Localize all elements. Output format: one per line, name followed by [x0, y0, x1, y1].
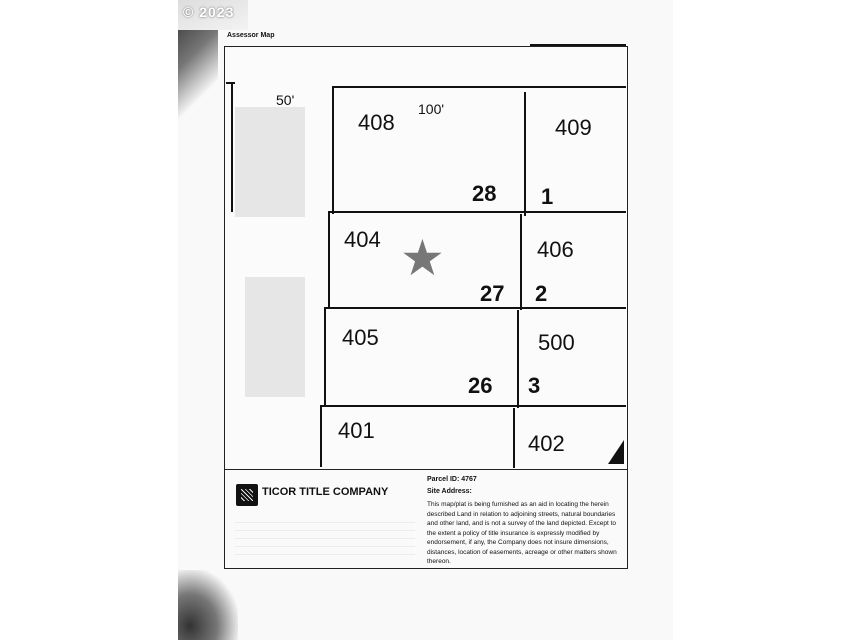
lot-line	[324, 307, 326, 407]
scan-smudge-bottom	[178, 570, 238, 640]
lot-line	[328, 211, 330, 309]
parcel-id: Parcel ID: 4767	[427, 476, 477, 483]
lot-line	[330, 211, 626, 213]
lot-line	[320, 405, 322, 467]
parcel-number: 402	[528, 431, 565, 456]
lot-line	[517, 310, 519, 408]
lot-line	[332, 86, 334, 214]
faint-background	[235, 107, 305, 217]
parcel-number: 405	[342, 325, 379, 350]
lot-number: 1	[541, 184, 554, 209]
lot-number: 2	[535, 281, 548, 306]
lot-number: 27	[480, 281, 505, 306]
lot-line	[326, 307, 626, 309]
lot-line	[322, 405, 626, 407]
parcel-number: 406	[537, 237, 574, 262]
lot-number: 3	[528, 373, 541, 398]
lot-line	[520, 214, 522, 310]
street-boundary-line	[231, 82, 233, 212]
parcel-number: 404	[344, 227, 381, 252]
faint-text-rows	[235, 515, 415, 555]
faint-background	[245, 277, 305, 397]
map-label: Assessor Map	[227, 32, 275, 39]
copyright-watermark: © 2023	[183, 4, 235, 20]
ticor-logo-icon	[236, 484, 258, 506]
lot-line	[524, 92, 526, 216]
parcel-number: 409	[555, 115, 592, 140]
scan-smudge-top	[178, 30, 218, 120]
dimension-label: 100'	[418, 101, 445, 117]
lot-line	[513, 408, 515, 468]
site-address-label: Site Address:	[427, 488, 472, 495]
parcel-number: 408	[358, 110, 395, 135]
lot-number: 28	[472, 181, 497, 206]
parcel-number: 401	[338, 418, 375, 443]
lot-number: 26	[468, 373, 493, 398]
parcel-number: 500	[538, 330, 575, 355]
street-boundary-tick	[226, 82, 235, 84]
star-icon: ★	[400, 230, 445, 286]
company-name: TICOR TITLE COMPANY	[262, 486, 389, 498]
dimension-label: 50'	[276, 92, 295, 108]
corner-wedge-mark	[608, 440, 624, 464]
lot-line	[333, 86, 626, 88]
disclaimer-text: This map/plat is being furnished as an aid in locating the herein described Land in relation to adjoining streets, natural boundaries and other land, and is not a survey of the land depicted. Except to the extent a policy of title insurance is expressly modified by endorsement, if any, the Company does not insure dimensions, distances, location of easements, acreage or other matters shown thereon.	[427, 501, 617, 565]
